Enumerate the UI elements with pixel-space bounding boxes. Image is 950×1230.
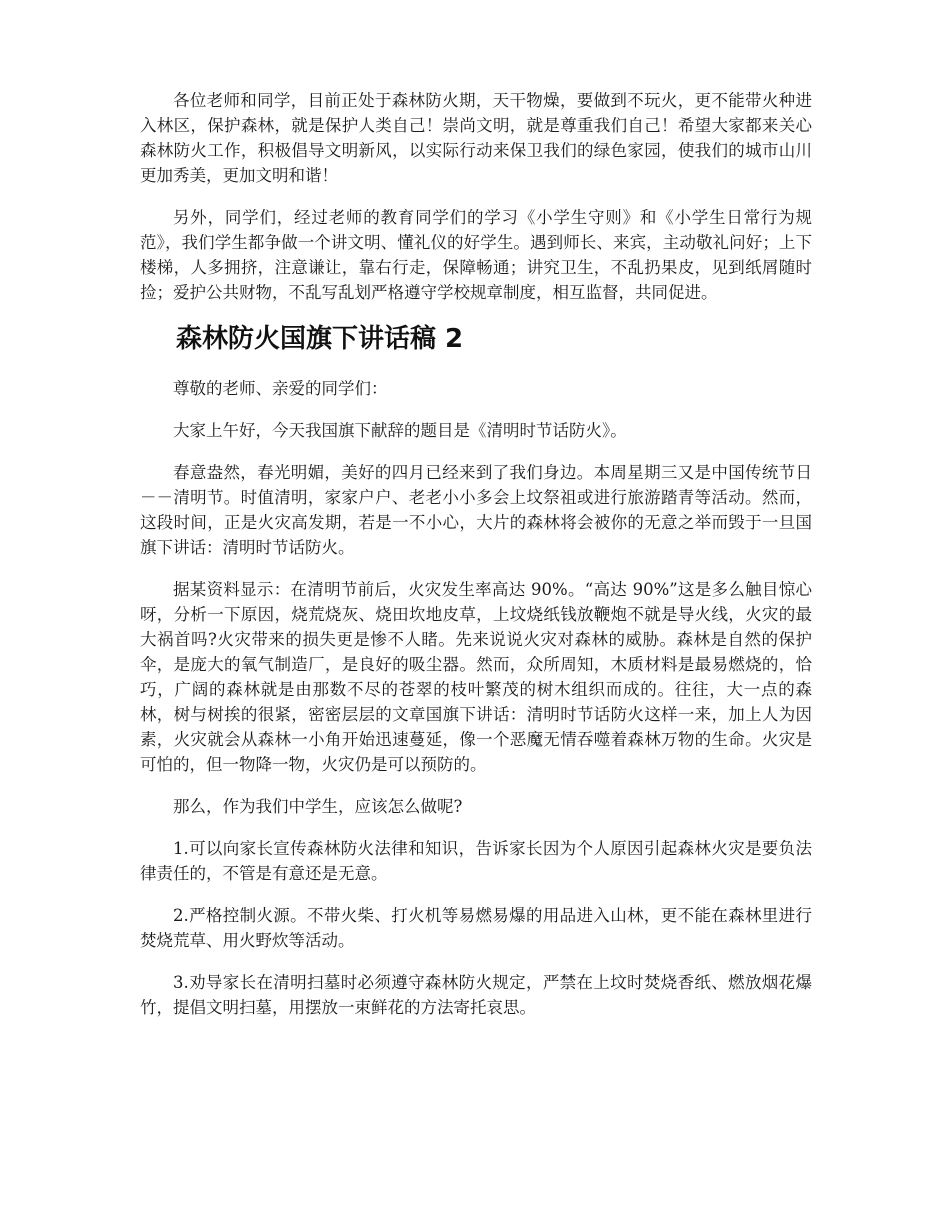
paragraph-question: 那么，作为我们中学生，应该怎么做呢? xyxy=(173,797,463,816)
paragraph-greeting: 大家上午好，今天我国旗下献辞的题目是《清明时节话防火》。 xyxy=(173,421,627,440)
list-item-1: 1.可以向家长宣传森林防火法律和知识，告诉家长因为个人原因引起森林火灾是要负法律责任的，不管是有意还是无意。 xyxy=(140,839,812,883)
paragraph-intro-1: 各位老师和同学，目前正处于森林防火期，天干物燥，要做到不玩火，更不能带火种进入林区，保护森林，就是保护人类自己！崇尚文明，就是尊重我们自己！希望大家都来关心森林防火工作，积极倡导文明新风，以实际行动来保卫我们的绿色家园，使我们的城市山川更加秀美，更加文明和谐！ xyxy=(140,91,812,185)
paragraph-intro-2: 另外，同学们，经过老师的教育同学们的学习《小学生守则》和《小学生日常行为规范》，我们学生都争做一个讲文明、懂礼仪的好学生。遇到师长、来宾，主动敬礼问好；上下楼梯，人多拥挤，注意谦让，靠右行走，保障畅通；讲究卫生，不乱扔果皮，见到纸屑随时捡；爱护公共财物，不乱写乱划严格遵守学校规章制度，相互监督，共同促进。 xyxy=(140,208,812,302)
section-title: 森林防火国旗下讲话稿 2 xyxy=(176,324,464,354)
paragraph-salutation: 尊敬的老师、亲爱的同学们： xyxy=(173,379,388,398)
paragraph-spring: 春意盎然，春光明媚，美好的四月已经来到了我们身边。本周星期三又是中国传统节日－－清明节。时值清明，家家户户、老老小小多会上坟祭祖或进行旅游踏青等活动。然而，这段时间，正是火灾高发期，若是一不小心，大片的森林将会被你的无意之举而毁于一旦国旗下讲话：清明时节话防火。 xyxy=(140,463,812,557)
list-item-2: 2.严格控制火源。不带火柴、打火机等易燃易爆的用品进入山林，更不能在森林里进行焚烧荒草、用火野炊等活动。 xyxy=(140,906,812,950)
list-item-3: 3.劝导家长在清明扫墓时必须遵守森林防火规定，严禁在上坟时焚烧香纸、燃放烟花爆竹，提倡文明扫墓，用摆放一束鲜花的方法寄托哀思。 xyxy=(140,973,812,1017)
paragraph-statistics: 据某资料显示：在清明节前后，火灾发生率高达 90%。“高达 90%”这是多么触目惊心呀，分析一下原因，烧荒烧灰、烧田坎地皮草，上坟烧纸钱放鞭炮不就是导火线，火灾的最大祸首吗?火灾带来的损失更是惨不人睹。先来说说火灾对森林的威胁。森林是自然的保护伞，是庞大的氧气制造厂，是良好的吸尘器。然而，众所周知，木质材料是最易燃烧的，恰巧，广阔的森林就是由那数不尽的苍翠的枝叶繁茂的树木组织而成的。往往，大一点的森林，树与树挨的很紧，密密层层的文章国旗下讲话：清明时节话防火这样一来，加上人为因素，火灾就会从森林一小角开始迅速蔓延，像一个恶魔无情吞噬着森林万物的生命。火灾是可怕的，但一物降一物，火灾仍是可以预防的。 xyxy=(140,580,812,774)
document-page xyxy=(140,88,812,1037)
